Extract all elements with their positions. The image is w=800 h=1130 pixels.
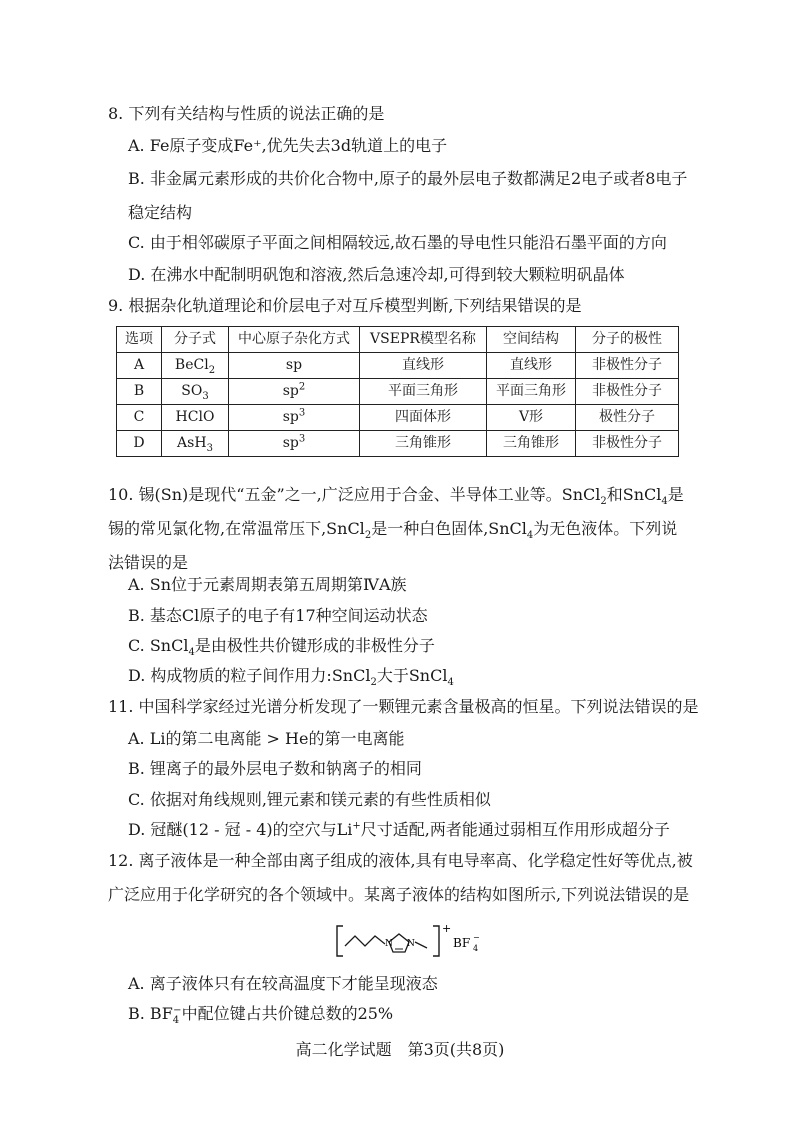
q10-option-c-text: C. SnCl$_4$是由极性共价键形成的非极性分子: [128, 636, 435, 659]
q12-option-b-text: B. $BF_4^-$中配位键占共价键总数的25%: [128, 1004, 394, 1027]
q12-option-a-text: A. 离子液体只有在较高温度下才能呈现液态: [128, 974, 438, 993]
q9-cell-formula: $SO_3$: [162, 379, 229, 405]
q10-option-b: [108, 606, 708, 627]
q9-cell-shape: 平面三角形: [487, 379, 576, 405]
q12-stem: 12. 离子液体是一种全部由离子组成的液体,具有电导率高、化学稳定性好等优点,被广泛应用于化学研究的各个领域中。某离子液体的结构如图所示,下列说法错误的是: [108, 851, 693, 904]
anion-superscript: −: [473, 933, 480, 942]
q9-cell-formula: AsH$_3$: [162, 431, 229, 457]
question-12: [108, 844, 708, 912]
q9-cell-formula: BeCl$_2$: [162, 353, 229, 379]
q9-cell-shape: V形: [487, 405, 576, 431]
q9-cell-hybridization: $sp^2$: [229, 379, 360, 405]
q9-cell-option: D: [117, 431, 162, 457]
q9-cell-shape: 直线形: [487, 353, 576, 379]
q11-option-a-text: A. Li的第二电离能 > He的第一电离能: [128, 729, 405, 748]
q11-stem: 11. 中国科学家经过光谱分析发现了一颗锂元素含量极高的恒星。下列说法错误的是: [108, 697, 699, 716]
question-8: [108, 104, 708, 125]
q10-stem: 10. 锡(Sn)是现代“五金”之一,广泛应用于合金、半导体工业等。SnCl$_2$和SnCl$_4$是锡的常见氯化物,在常温常压下,SnCl$_2$是一种白色固体,SnCl$_4$为无色液体。下列说法错误的是: [108, 485, 684, 572]
anion-label: BF: [453, 936, 471, 950]
q9-table-header-row: [117, 327, 679, 353]
q8-option-b-text: B. 非金属元素形成的共价化合物中,原子的最外层电子数都满足2电子或者8电子稳定结构: [128, 169, 688, 222]
cation-charge: +: [442, 922, 452, 935]
q9-header-cell: 空间结构: [487, 327, 576, 353]
q9-cell-option: A: [117, 353, 162, 379]
q9-cell-hybridization: $sp^3$: [229, 431, 360, 457]
q9-header-cell: 中心原子杂化方式: [229, 327, 360, 353]
q9-cell-hybridization: $sp^3$: [229, 405, 360, 431]
butyl-chain: [345, 936, 385, 946]
q8-option-a: [108, 136, 708, 157]
ring-n1-label: N: [385, 939, 393, 949]
q9-cell-polarity: 非极性分子: [576, 379, 679, 405]
question-10: [108, 478, 708, 580]
q11-option-b-text: B. 锂离子的最外层电子数和钠离子的相同: [128, 759, 422, 778]
right-bracket: [433, 926, 439, 956]
q11-option-a: [108, 729, 708, 750]
question-11: [108, 697, 708, 718]
q9-cell-option: C: [117, 405, 162, 431]
q9-cell-vsepr: 四面体形: [360, 405, 487, 431]
ionic-liquid-structure: [333, 922, 483, 960]
anion-subscript: 4: [473, 944, 479, 953]
q8-option-d: [108, 265, 708, 286]
q8-option-b: [108, 162, 708, 230]
q11-option-d: [108, 820, 708, 841]
methyl-bond: [415, 942, 427, 948]
q11-option-d-text: D. 冠醚(12 - 冠 - 4)的空穴与Li+尺寸适配,两者能通过弱相互作用形成超分子: [128, 820, 670, 839]
q9-cell-hybridization: sp: [229, 353, 360, 379]
q10-option-d-text: D. 构成物质的粒子间作用力:SnCl$_2$大于SnCl$_4$: [128, 666, 454, 689]
q8-option-c-text: C. 由于相邻碳原子平面之间相隔较远,故石墨的导电性只能沿石墨平面的方向: [128, 233, 667, 252]
q11-option-b: [108, 759, 708, 780]
q8-stem: 8. 下列有关结构与性质的说法正确的是: [108, 104, 385, 123]
page-footer: 高二化学试题 第3页(共8页): [295, 1040, 505, 1059]
q9-header-cell: 分子的极性: [576, 327, 679, 353]
q9-cell-polarity: 非极性分子: [576, 353, 679, 379]
table-row: [117, 405, 679, 431]
q10-option-d: [108, 666, 708, 687]
q9-cell-shape: 三角锥形: [487, 431, 576, 457]
q9-stem: 9. 根据杂化轨道理论和价层电子对互斥模型判断,下列结果错误的是: [108, 296, 582, 315]
q10-option-a: [108, 575, 708, 596]
q9-cell-formula: HClO: [162, 405, 229, 431]
q11-option-c: [108, 790, 708, 811]
q9-cell-vsepr: 三角锥形: [360, 431, 487, 457]
q9-cell-polarity: 极性分子: [576, 405, 679, 431]
q10-option-c: [108, 636, 708, 657]
q9-cell-polarity: 非极性分子: [576, 431, 679, 457]
q10-option-b-text: B. 基态Cl原子的电子有17种空间运动状态: [128, 606, 428, 625]
question-9: [108, 296, 708, 317]
q12-option-b: [108, 1004, 708, 1025]
table-row: [117, 353, 679, 379]
left-bracket: [337, 926, 343, 956]
q9-cell-vsepr: 直线形: [360, 353, 487, 379]
q9-cell-option: B: [117, 379, 162, 405]
q11-option-c-text: C. 依据对角线规则,锂元素和镁元素的有些性质相似: [128, 790, 491, 809]
q8-option-a-text: A. Fe原子变成Fe⁺,优先失去3d轨道上的电子: [128, 136, 448, 155]
q8-option-d-text: D. 在沸水中配制明矾饱和溶液,然后急速冷却,可得到较大颗粒明矾晶体: [128, 265, 625, 284]
ring-n2-label: N: [407, 939, 415, 949]
q9-header-cell: VSEPR模型名称: [360, 327, 487, 353]
q9-table: [116, 326, 679, 457]
q9-cell-vsepr: 平面三角形: [360, 379, 487, 405]
q9-header-cell: 分子式: [162, 327, 229, 353]
structure-diagram: [333, 922, 483, 960]
q8-option-c: [108, 233, 708, 254]
q10-option-a-text: A. Sn位于元素周期表第五周期第ⅣA族: [128, 575, 407, 594]
q12-option-a: [108, 974, 708, 995]
q9-header-cell: 选项: [117, 327, 162, 353]
table-row: [117, 379, 679, 405]
table-row: [117, 431, 679, 457]
